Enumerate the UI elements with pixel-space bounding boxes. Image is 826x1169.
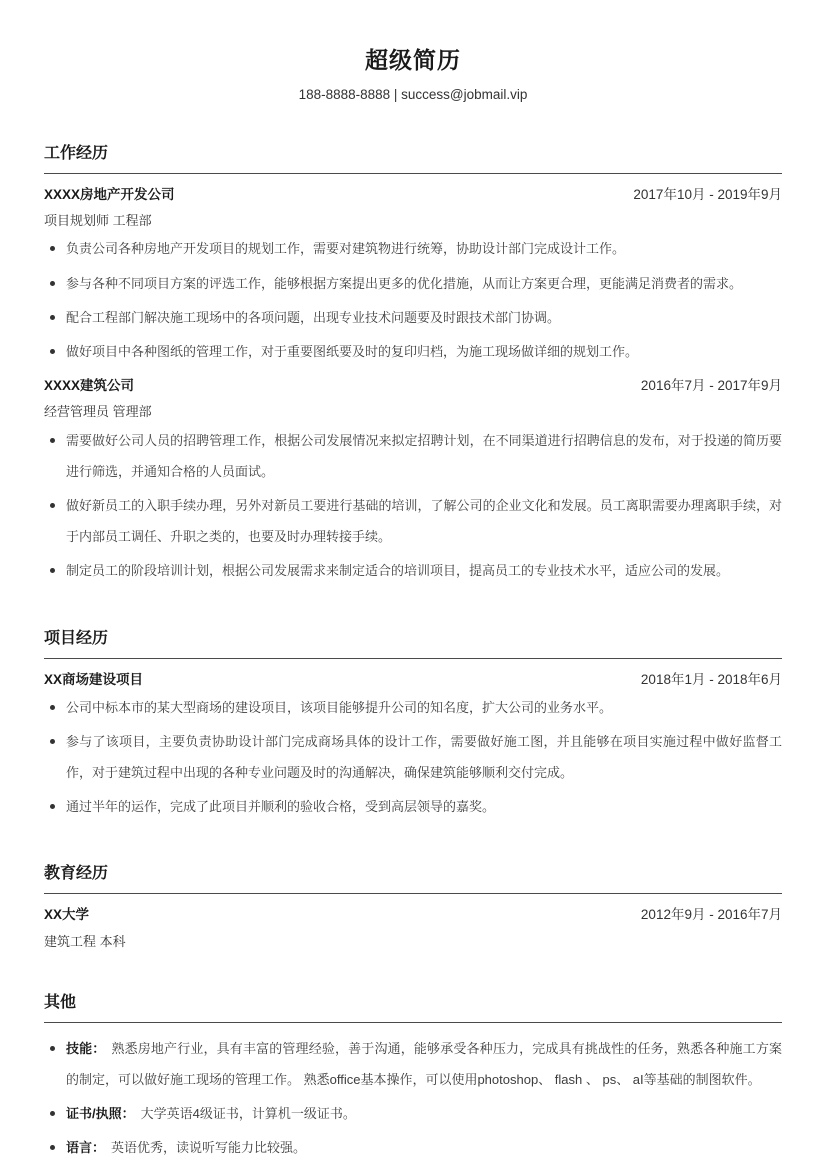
- section-work-experience: [44, 140, 782, 587]
- bullet-item: 做好新员工的入职手续办理，另外对新员工要进行基础的培训，了解公司的企业文化和发展。员工离职需要办理离职手续，对于内部员工调任、升职之类的，也要及时办理转接手续。: [44, 490, 782, 552]
- bullet-item: 负责公司各种房地产开发项目的规划工作，需要对建筑物进行统筹，协助设计部门完成设计工作。: [44, 233, 782, 264]
- bullet-text: 熟悉房地产行业，具有丰富的管理经验，善于沟通，能够承受各种压力，完成具有挑战性的任务，熟悉各种施工方案的制定，可以做好施工现场的管理工作。 熟悉office基本操作，可以使用photoshop、 flash 、 ps、 aI等基础的制图软件。: [66, 1040, 782, 1088]
- company-name: XXXX房地产开发公司: [44, 187, 175, 202]
- bullet-item: 参与各种不同项目方案的评选工作，能够根据方案提出更多的优化措施，从而让方案更合理，更能满足消费者的需求。: [44, 268, 782, 299]
- work-entry: [44, 186, 782, 367]
- bullet-item: 参与了该项目，主要负责协助设计部门完成商场具体的设计工作，需要做好施工图，并且能够在项目实施过程中做好监督工作，对于建筑过程中出现的各种专业问题及时的沟通解决，确保建筑能够顺利交付完成。: [44, 726, 782, 788]
- job-title: 经营管理员 管理部: [44, 404, 152, 420]
- bullet-item-skills: [44, 1033, 782, 1095]
- entry-header: [44, 671, 782, 689]
- bullet-text: 英语优秀，读说听写能力比较强。: [111, 1140, 307, 1156]
- bullet-item: 公司中标本市的某大型商场的建设项目，该项目能够提升公司的知名度，扩大公司的业务水平。: [44, 692, 782, 723]
- section-title-project: 项目经历: [44, 625, 782, 659]
- bullet-label: 语言：: [66, 1140, 106, 1156]
- bullet-list: [44, 692, 782, 823]
- section-project-experience: [44, 625, 782, 823]
- bullet-item: 配合工程部门解决施工现场中的各项问题，出现专业技术问题要及时跟技术部门协调。: [44, 302, 782, 333]
- entry-header: [44, 377, 782, 395]
- job-title: 项目规划师 工程部: [44, 213, 152, 229]
- bullet-item: 制定员工的阶段培训计划，根据公司发展需求来制定适合的培训项目，提高员工的专业技术水平，适应公司的发展。: [44, 555, 782, 586]
- resume-header: [44, 42, 782, 102]
- date-range: 2016年7月 - 2017年9月: [640, 378, 782, 394]
- education-entry: [44, 906, 782, 950]
- section-other: [44, 989, 782, 1164]
- bullet-label: 证书/执照：: [66, 1106, 135, 1122]
- bullet-label: 技能：: [66, 1040, 106, 1056]
- page-title: 超级简历: [365, 47, 461, 73]
- bullet-item: 需要做好公司人员的招聘管理工作，根据公司发展情况来拟定招聘计划，在不同渠道进行招聘信息的发布，对于投递的简历要进行筛选，并通知合格的人员面试。: [44, 425, 782, 487]
- bullet-list: [44, 1033, 782, 1164]
- date-range: 2012年9月 - 2016年7月: [640, 907, 782, 923]
- entry-header: [44, 906, 782, 924]
- bullet-list: [44, 425, 782, 587]
- bullet-text: 大学英语4级证书，计算机一级证书。: [140, 1106, 356, 1122]
- school-name: XX大学: [44, 907, 90, 923]
- bullet-item-language: [44, 1132, 782, 1163]
- project-entry: [44, 671, 782, 823]
- work-entry: [44, 377, 782, 586]
- section-education: [44, 860, 782, 950]
- bullet-list: [44, 233, 782, 367]
- section-title-other: 其他: [44, 989, 782, 1023]
- entry-header: [44, 186, 782, 204]
- date-range: 2017年10月 - 2019年9月: [633, 187, 782, 202]
- bullet-item: 做好项目中各种图纸的管理工作，对于重要图纸要及时的复印归档，为施工现场做详细的规划工作。: [44, 336, 782, 367]
- date-range: 2018年1月 - 2018年6月: [640, 671, 782, 687]
- degree-major: 建筑工程 本科: [44, 933, 126, 949]
- company-name: XXXX建筑公司: [44, 378, 135, 394]
- project-name: XX商场建设项目: [44, 671, 144, 687]
- bullet-item: 通过半年的运作，完成了此项目并顺利的验收合格，受到高层领导的嘉奖。: [44, 791, 782, 822]
- section-title-education: 教育经历: [44, 860, 782, 894]
- section-title-work: 工作经历: [44, 140, 782, 174]
- bullet-item-certificates: [44, 1098, 782, 1129]
- contact-info: 188-8888-8888 | success@jobmail.vip: [298, 87, 528, 102]
